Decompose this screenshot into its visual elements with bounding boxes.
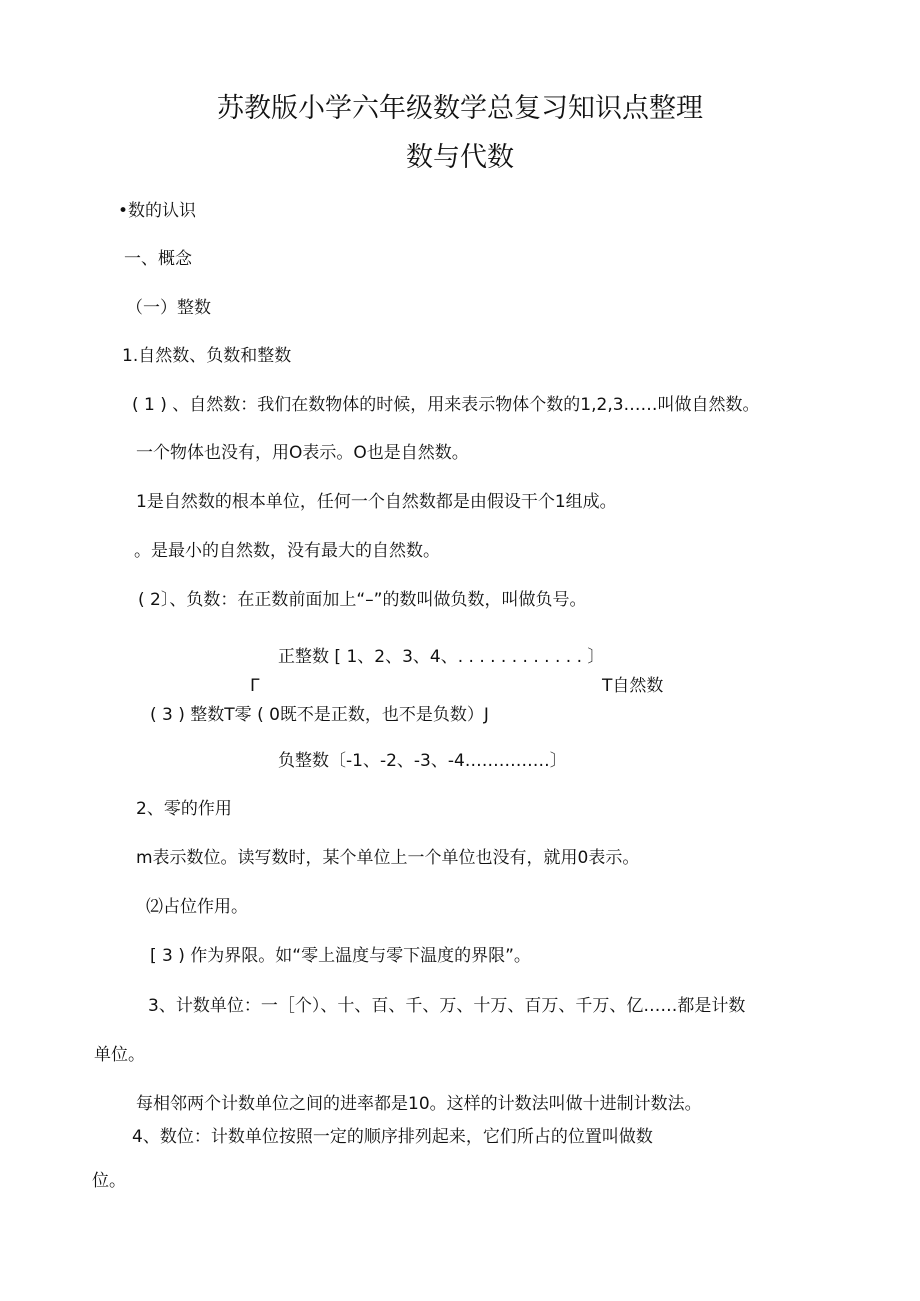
paragraph-smallest: 。是最小的自然数，没有最大的自然数。 xyxy=(134,541,440,561)
heading-natural-negative-integers: 1.自然数、负数和整数 xyxy=(122,346,292,366)
bracket-left-glyph: Γ xyxy=(250,676,260,696)
paragraph-negative: ( 2〕、负数：在正数前面加上“–”的数叫做负数，叫做负号。 xyxy=(138,590,587,610)
section-bullet: •数的认识 xyxy=(118,201,197,221)
counting-units-continuation: 单位。 xyxy=(94,1045,145,1065)
paragraph-unit: 1是自然数的根本单位，任何一个自然数都是由假设干个1组成。 xyxy=(136,492,617,512)
document-title: 苏教版小学六年级数学总复习知识点整理 xyxy=(217,93,703,124)
zero-role-item-3: [ 3 ) 作为界限。如“零上温度与零下温度的界限”。 xyxy=(150,946,531,966)
natural-number-label: T自然数 xyxy=(602,676,664,696)
zero-role-item-1: m表示数位。读写数时，某个单位上一个单位也没有，就用0表示。 xyxy=(136,848,640,868)
positive-integers-line: 正整数 [ 1、2、3、4、. . . . . . . . . . . . 〕 xyxy=(278,647,605,667)
integers-heading: （一）整数 xyxy=(126,298,211,318)
heading-zero-role: 2、零的作用 xyxy=(136,799,232,819)
negative-integers-line: 负整数〔-1、-2、-3、-4……………〕 xyxy=(278,751,567,771)
digit-place-continuation: 位。 xyxy=(92,1171,126,1191)
zero-role-item-2: ⑵占位作用。 xyxy=(146,897,248,917)
heading-counting-units: 3、计数单位：一［个）、十、百、千、万、十万、百万、千万、亿……都是计数 xyxy=(148,996,746,1016)
paragraph-decimal-system: 每相邻两个计数单位之间的进率都是10。这样的计数法叫做十进制计数法。 xyxy=(136,1094,702,1114)
integer-classification-line: ( 3 ) 整数T零 ( 0既不是正数，也不是负数）J xyxy=(150,705,489,725)
heading-digit-place: 4、数位：计数单位按照一定的顺序排列起来，它们所占的位置叫做数 xyxy=(132,1127,653,1147)
document-subtitle: 数与代数 xyxy=(406,142,514,173)
concept-heading: 一、概念 xyxy=(124,249,192,269)
paragraph-zero-object: 一个物体也没有，用O表示。O也是自然数。 xyxy=(136,443,469,463)
paragraph-natural-numbers: ( 1 ) 、自然数：我们在数物体的时候，用来表示物体个数的1,2,3……叫做自然数。 xyxy=(132,395,760,415)
